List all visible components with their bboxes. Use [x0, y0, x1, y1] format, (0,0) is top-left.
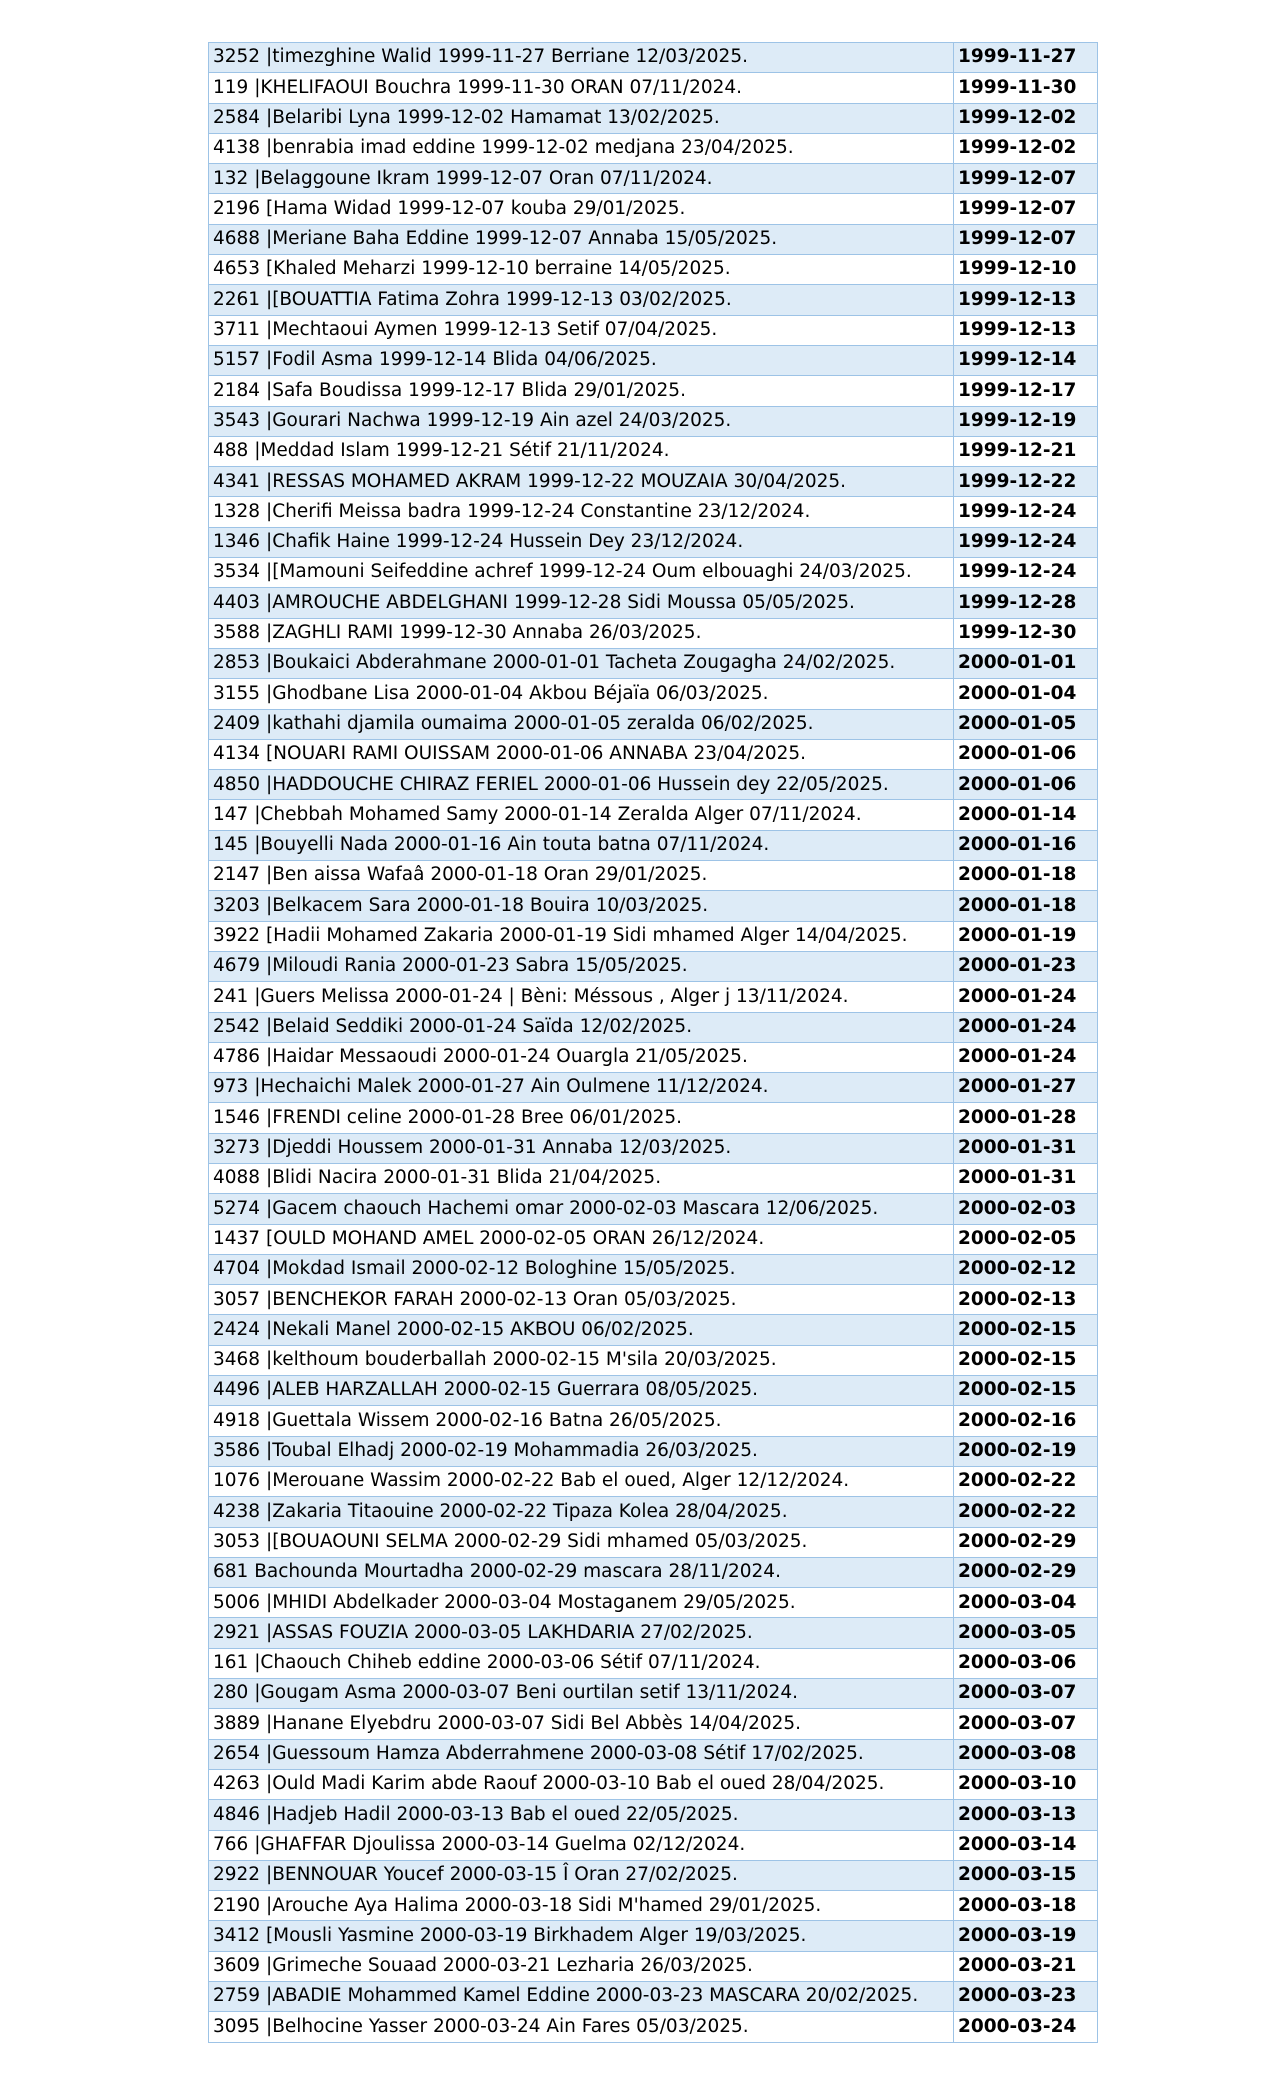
table-row [209, 467, 1098, 497]
table-row [209, 1133, 1098, 1163]
birth-date-cell: 1999-12-13 [954, 315, 1098, 345]
birth-date-cell: 2000-01-28 [954, 1103, 1098, 1133]
record-entry-cell: 2261 |[BOUATTIA Fatima Zohra 1999-12-13 03/02/2025. [209, 285, 954, 315]
record-entry-cell: 3711 |Mechtaoui Aymen 1999-12-13 Setif 07/04/2025. [209, 315, 954, 345]
record-entry-cell: 3586 |Toubal Elhadj 2000-02-19 Mohammadia 26/03/2025. [209, 1436, 954, 1466]
table-row [209, 73, 1098, 103]
birth-date-cell: 2000-03-14 [954, 1830, 1098, 1860]
birth-date-cell: 2000-03-24 [954, 2012, 1098, 2042]
record-entry-cell: 4688 |Meriane Baha Eddine 1999-12-07 Annaba 15/05/2025. [209, 224, 954, 254]
table-row [209, 164, 1098, 194]
birth-date-cell: 2000-01-18 [954, 861, 1098, 891]
birth-date-cell: 2000-01-27 [954, 1073, 1098, 1103]
table-row [209, 1557, 1098, 1587]
record-entry-cell: 161 |Chaouch Chiheb eddine 2000-03-06 Sétif 07/11/2024. [209, 1648, 954, 1678]
birth-date-cell: 2000-03-04 [954, 1588, 1098, 1618]
record-entry-cell: 5157 |Fodil Asma 1999-12-14 Blida 04/06/2025. [209, 345, 954, 375]
birth-date-cell: 2000-02-15 [954, 1315, 1098, 1345]
birth-date-cell: 2000-01-05 [954, 709, 1098, 739]
record-entry-cell: 2759 |ABADIE Mohammed Kamel Eddine 2000-03-23 MASCARA 20/02/2025. [209, 1982, 954, 2012]
birth-date-cell: 1999-12-22 [954, 467, 1098, 497]
table-row [209, 194, 1098, 224]
record-entry-cell: 4238 |Zakaria Titaouine 2000-02-22 Tipaza Kolea 28/04/2025. [209, 1497, 954, 1527]
birth-date-cell: 2000-03-08 [954, 1739, 1098, 1769]
birth-date-cell: 1999-12-13 [954, 285, 1098, 315]
record-entry-cell: 2654 |Guessoum Hamza Abderrahmene 2000-03-08 Sétif 17/02/2025. [209, 1739, 954, 1769]
table-row [209, 921, 1098, 951]
record-entry-cell: 681 Bachounda Mourtadha 2000-02-29 mascara 28/11/2024. [209, 1557, 954, 1587]
record-entry-cell: 4134 [NOUARI RAMI OUISSAM 2000-01-06 ANNABA 23/04/2025. [209, 739, 954, 769]
records-table [208, 42, 1098, 2043]
record-entry-cell: 5274 |Gacem chaouch Hachemi omar 2000-02-03 Mascara 12/06/2025. [209, 1194, 954, 1224]
record-entry-cell: 2196 [Hama Widad 1999-12-07 kouba 29/01/2025. [209, 194, 954, 224]
table-row [209, 1921, 1098, 1951]
record-entry-cell: 4088 |Blidi Nacira 2000-01-31 Blida 21/04/2025. [209, 1163, 954, 1193]
table-row [209, 436, 1098, 466]
record-entry-cell: 3543 |Gourari Nachwa 1999-12-19 Ain azel 24/03/2025. [209, 406, 954, 436]
record-entry-cell: 3412 [Mousli Yasmine 2000-03-19 Birkhadem Alger 19/03/2025. [209, 1921, 954, 1951]
record-entry-cell: 2542 |Belaid Seddiki 2000-01-24 Saïda 12/02/2025. [209, 1012, 954, 1042]
birth-date-cell: 1999-12-02 [954, 133, 1098, 163]
record-entry-cell: 3534 |[Mamouni Seifeddine achref 1999-12-24 Oum elbouaghi 24/03/2025. [209, 558, 954, 588]
record-entry-cell: 4846 |Hadjeb Hadil 2000-03-13 Bab el oued 22/05/2025. [209, 1800, 954, 1830]
birth-date-cell: 1999-12-17 [954, 376, 1098, 406]
record-entry-cell: 973 |Hechaichi Malek 2000-01-27 Ain Oulmene 11/12/2024. [209, 1073, 954, 1103]
record-entry-cell: 4496 |ALEB HARZALLAH 2000-02-15 Guerrara 08/05/2025. [209, 1376, 954, 1406]
table-row [209, 1618, 1098, 1648]
record-entry-cell: 1346 |Chafik Haine 1999-12-24 Hussein Dey 23/12/2024. [209, 527, 954, 557]
record-entry-cell: 132 |Belaggoune Ikram 1999-12-07 Oran 07/11/2024. [209, 164, 954, 194]
birth-date-cell: 2000-01-19 [954, 921, 1098, 951]
table-row [209, 1527, 1098, 1557]
record-entry-cell: 3252 |timezghine Walid 1999-11-27 Berriane 12/03/2025. [209, 43, 954, 73]
record-entry-cell: 488 |Meddad Islam 1999-12-21 Sétif 21/11/2024. [209, 436, 954, 466]
birth-date-cell: 2000-01-18 [954, 891, 1098, 921]
record-entry-cell: 3588 |ZAGHLI RAMI 1999-12-30 Annaba 26/03/2025. [209, 618, 954, 648]
table-row [209, 527, 1098, 557]
table-row [209, 103, 1098, 133]
record-entry-cell: 766 |GHAFFAR Djoulissa 2000-03-14 Guelma 02/12/2024. [209, 1830, 954, 1860]
birth-date-cell: 2000-01-24 [954, 982, 1098, 1012]
birth-date-cell: 2000-01-24 [954, 1042, 1098, 1072]
record-entry-cell: 3922 [Hadii Mohamed Zakaria 2000-01-19 Sidi mhamed Alger 14/04/2025. [209, 921, 954, 951]
record-entry-cell: 241 |Guers Melissa 2000-01-24 | Bèni: Méssous , Alger j 13/11/2024. [209, 982, 954, 1012]
table-row [209, 1679, 1098, 1709]
table-row [209, 2012, 1098, 2042]
birth-date-cell: 2000-01-23 [954, 951, 1098, 981]
record-entry-cell: 3889 |Hanane Elyebdru 2000-03-07 Sidi Bel Abbès 14/04/2025. [209, 1709, 954, 1739]
record-entry-cell: 2584 |Belaribi Lyna 1999-12-02 Hamamat 13/02/2025. [209, 103, 954, 133]
birth-date-cell: 2000-02-05 [954, 1224, 1098, 1254]
record-entry-cell: 4850 |HADDOUCHE CHIRAZ FERIEL 2000-01-06 Hussein dey 22/05/2025. [209, 770, 954, 800]
birth-date-cell: 2000-03-05 [954, 1618, 1098, 1648]
record-entry-cell: 1328 |Cherifi Meissa badra 1999-12-24 Constantine 23/12/2024. [209, 497, 954, 527]
record-entry-cell: 3155 |Ghodbane Lisa 2000-01-04 Akbou Béjaïa 06/03/2025. [209, 679, 954, 709]
birth-date-cell: 2000-03-07 [954, 1679, 1098, 1709]
record-entry-cell: 4138 |benrabia imad eddine 1999-12-02 medjana 23/04/2025. [209, 133, 954, 163]
table-row [209, 224, 1098, 254]
table-row [209, 1012, 1098, 1042]
table-row [209, 861, 1098, 891]
birth-date-cell: 1999-12-19 [954, 406, 1098, 436]
record-entry-cell: 2409 |kathahi djamila oumaima 2000-01-05 zeralda 06/02/2025. [209, 709, 954, 739]
record-entry-cell: 2853 |Boukaici Abderahmane 2000-01-01 Tacheta Zougagha 24/02/2025. [209, 648, 954, 678]
record-entry-cell: 4341 |RESSAS MOHAMED AKRAM 1999-12-22 MOUZAIA 30/04/2025. [209, 467, 954, 497]
birth-date-cell: 2000-03-21 [954, 1951, 1098, 1981]
table-row [209, 1800, 1098, 1830]
record-entry-cell: 1437 [OULD MOHAND AMEL 2000-02-05 ORAN 26/12/2024. [209, 1224, 954, 1254]
birth-date-cell: 2000-03-06 [954, 1648, 1098, 1678]
record-entry-cell: 2190 |Arouche Aya Halima 2000-03-18 Sidi M'hamed 29/01/2025. [209, 1891, 954, 1921]
birth-date-cell: 1999-12-24 [954, 558, 1098, 588]
record-entry-cell: 280 |Gougam Asma 2000-03-07 Beni ourtilan setif 13/11/2024. [209, 1679, 954, 1709]
birth-date-cell: 2000-01-01 [954, 648, 1098, 678]
record-entry-cell: 4786 |Haidar Messaoudi 2000-01-24 Ouargla 21/05/2025. [209, 1042, 954, 1072]
table-row [209, 679, 1098, 709]
birth-date-cell: 2000-02-29 [954, 1557, 1098, 1587]
table-row [209, 1254, 1098, 1284]
table-row [209, 588, 1098, 618]
record-entry-cell: 147 |Chebbah Mohamed Samy 2000-01-14 Zeralda Alger 07/11/2024. [209, 800, 954, 830]
birth-date-cell: 2000-02-22 [954, 1497, 1098, 1527]
table-row [209, 43, 1098, 73]
birth-date-cell: 1999-12-07 [954, 224, 1098, 254]
birth-date-cell: 1999-12-21 [954, 436, 1098, 466]
birth-date-cell: 2000-02-22 [954, 1466, 1098, 1496]
birth-date-cell: 2000-03-10 [954, 1769, 1098, 1799]
table-row [209, 982, 1098, 1012]
table-row [209, 618, 1098, 648]
table-row [209, 951, 1098, 981]
record-entry-cell: 4918 |Guettala Wissem 2000-02-16 Batna 26/05/2025. [209, 1406, 954, 1436]
table-row [209, 1285, 1098, 1315]
birth-date-cell: 1999-12-07 [954, 194, 1098, 224]
table-row [209, 648, 1098, 678]
record-entry-cell: 4403 |AMROUCHE ABDELGHANI 1999-12-28 Sidi Moussa 05/05/2025. [209, 588, 954, 618]
birth-date-cell: 2000-02-13 [954, 1285, 1098, 1315]
birth-date-cell: 2000-03-15 [954, 1860, 1098, 1890]
table-row [209, 1497, 1098, 1527]
record-entry-cell: 3057 |BENCHEKOR FARAH 2000-02-13 Oran 05/03/2025. [209, 1285, 954, 1315]
birth-date-cell: 2000-01-04 [954, 679, 1098, 709]
record-entry-cell: 3053 |[BOUAOUNI SELMA 2000-02-29 Sidi mhamed 05/03/2025. [209, 1527, 954, 1557]
table-row [209, 1406, 1098, 1436]
record-entry-cell: 3203 |Belkacem Sara 2000-01-18 Bouira 10/03/2025. [209, 891, 954, 921]
birth-date-cell: 1999-12-02 [954, 103, 1098, 133]
table-row [209, 1194, 1098, 1224]
birth-date-cell: 2000-01-06 [954, 770, 1098, 800]
records-table-body [209, 43, 1098, 2043]
record-entry-cell: 1076 |Merouane Wassim 2000-02-22 Bab el oued, Alger 12/12/2024. [209, 1466, 954, 1496]
birth-date-cell: 1999-11-30 [954, 73, 1098, 103]
record-entry-cell: 3609 |Grimeche Souaad 2000-03-21 Lezharia 26/03/2025. [209, 1951, 954, 1981]
birth-date-cell: 2000-01-24 [954, 1012, 1098, 1042]
table-row [209, 1891, 1098, 1921]
table-row [209, 1739, 1098, 1769]
table-row [209, 1648, 1098, 1678]
table-row [209, 376, 1098, 406]
birth-date-cell: 2000-03-23 [954, 1982, 1098, 2012]
table-row [209, 406, 1098, 436]
table-row [209, 1951, 1098, 1981]
birth-date-cell: 1999-12-10 [954, 255, 1098, 285]
birth-date-cell: 2000-01-31 [954, 1163, 1098, 1193]
birth-date-cell: 2000-03-19 [954, 1921, 1098, 1951]
table-row [209, 1860, 1098, 1890]
birth-date-cell: 2000-03-18 [954, 1891, 1098, 1921]
table-row [209, 255, 1098, 285]
birth-date-cell: 2000-01-14 [954, 800, 1098, 830]
birth-date-cell: 2000-02-15 [954, 1376, 1098, 1406]
table-row [209, 1466, 1098, 1496]
record-entry-cell: 3468 |kelthoum bouderballah 2000-02-15 M'sila 20/03/2025. [209, 1345, 954, 1375]
birth-date-cell: 2000-02-03 [954, 1194, 1098, 1224]
table-row [209, 1103, 1098, 1133]
record-entry-cell: 4704 |Mokdad Ismail 2000-02-12 Bologhine 15/05/2025. [209, 1254, 954, 1284]
birth-date-cell: 2000-01-31 [954, 1133, 1098, 1163]
birth-date-cell: 2000-03-13 [954, 1800, 1098, 1830]
record-entry-cell: 1546 |FRENDI celine 2000-01-28 Bree 06/01/2025. [209, 1103, 954, 1133]
table-row [209, 497, 1098, 527]
birth-date-cell: 2000-02-19 [954, 1436, 1098, 1466]
record-entry-cell: 3095 |Belhocine Yasser 2000-03-24 Ain Fares 05/03/2025. [209, 2012, 954, 2042]
birth-date-cell: 2000-02-15 [954, 1345, 1098, 1375]
table-row [209, 800, 1098, 830]
table-row [209, 285, 1098, 315]
table-row [209, 1830, 1098, 1860]
table-row [209, 1163, 1098, 1193]
record-entry-cell: 2424 |Nekali Manel 2000-02-15 AKBOU 06/02/2025. [209, 1315, 954, 1345]
birth-date-cell: 2000-01-06 [954, 739, 1098, 769]
record-entry-cell: 4263 |Ould Madi Karim abde Raouf 2000-03-10 Bab el oued 28/04/2025. [209, 1769, 954, 1799]
record-entry-cell: 5006 |MHIDI Abdelkader 2000-03-04 Mostaganem 29/05/2025. [209, 1588, 954, 1618]
table-row [209, 1224, 1098, 1254]
record-entry-cell: 2184 |Safa Boudissa 1999-12-17 Blida 29/01/2025. [209, 376, 954, 406]
table-row [209, 345, 1098, 375]
record-entry-cell: 4679 |Miloudi Rania 2000-01-23 Sabra 15/05/2025. [209, 951, 954, 981]
birth-date-cell: 2000-03-07 [954, 1709, 1098, 1739]
birth-date-cell: 1999-12-14 [954, 345, 1098, 375]
table-row [209, 830, 1098, 860]
table-row [209, 1315, 1098, 1345]
table-row [209, 133, 1098, 163]
birth-date-cell: 2000-02-16 [954, 1406, 1098, 1436]
birth-date-cell: 2000-02-12 [954, 1254, 1098, 1284]
table-row [209, 1436, 1098, 1466]
table-row [209, 558, 1098, 588]
birth-date-cell: 1999-12-24 [954, 527, 1098, 557]
birth-date-cell: 1999-12-30 [954, 618, 1098, 648]
table-row [209, 891, 1098, 921]
birth-date-cell: 1999-12-28 [954, 588, 1098, 618]
table-row [209, 1345, 1098, 1375]
table-row [209, 1042, 1098, 1072]
table-row [209, 1709, 1098, 1739]
birth-date-cell: 2000-02-29 [954, 1527, 1098, 1557]
table-row [209, 1769, 1098, 1799]
birth-date-cell: 1999-12-24 [954, 497, 1098, 527]
record-entry-cell: 4653 [Khaled Meharzi 1999-12-10 berraine 14/05/2025. [209, 255, 954, 285]
record-entry-cell: 2922 |BENNOUAR Youcef 2000-03-15 Î Oran 27/02/2025. [209, 1860, 954, 1890]
table-row [209, 315, 1098, 345]
table-row [209, 1376, 1098, 1406]
birth-date-cell: 1999-12-07 [954, 164, 1098, 194]
record-entry-cell: 145 |Bouyelli Nada 2000-01-16 Ain touta batna 07/11/2024. [209, 830, 954, 860]
birth-date-cell: 1999-11-27 [954, 43, 1098, 73]
table-row [209, 770, 1098, 800]
table-row [209, 709, 1098, 739]
record-entry-cell: 3273 |Djeddi Houssem 2000-01-31 Annaba 12/03/2025. [209, 1133, 954, 1163]
record-entry-cell: 2147 |Ben aissa Wafaâ 2000-01-18 Oran 29/01/2025. [209, 861, 954, 891]
record-entry-cell: 2921 |ASSAS FOUZIA 2000-03-05 LAKHDARIA 27/02/2025. [209, 1618, 954, 1648]
table-row [209, 739, 1098, 769]
table-row [209, 1588, 1098, 1618]
record-entry-cell: 119 |KHELIFAOUI Bouchra 1999-11-30 ORAN 07/11/2024. [209, 73, 954, 103]
birth-date-cell: 2000-01-16 [954, 830, 1098, 860]
table-row [209, 1073, 1098, 1103]
table-row [209, 1982, 1098, 2012]
